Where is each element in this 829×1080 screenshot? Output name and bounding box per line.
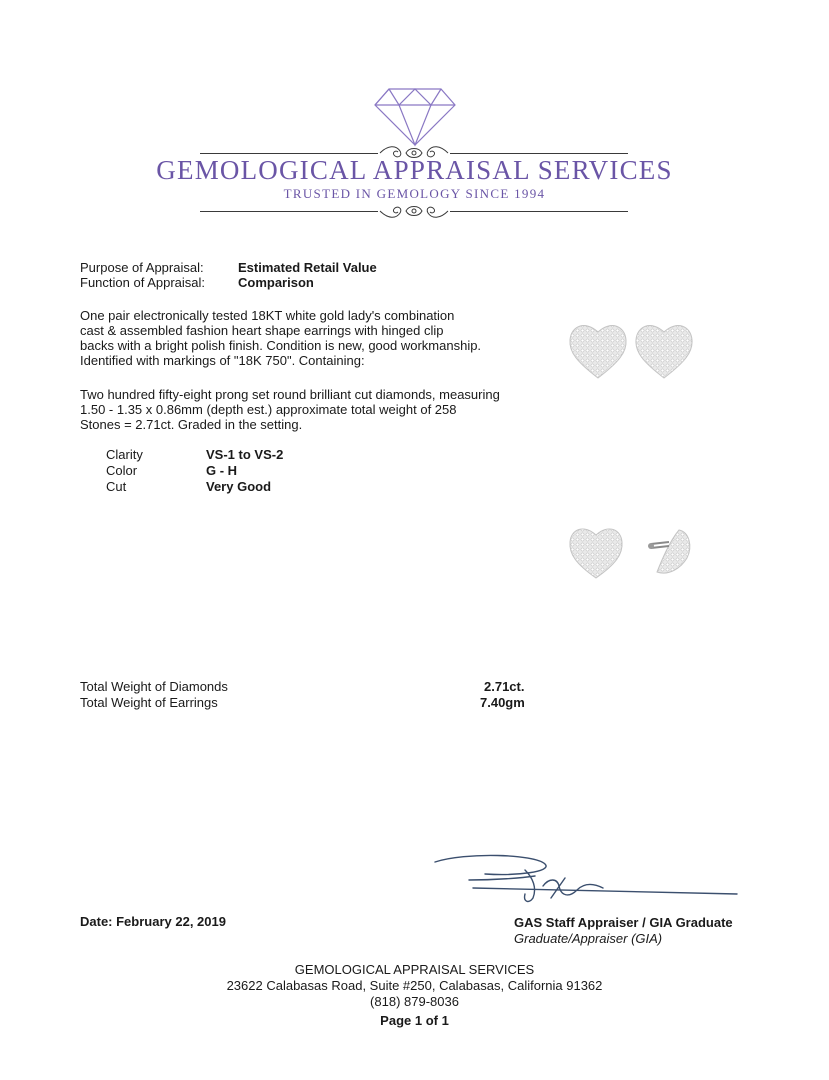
description-line: cast & assembled fashion heart shape earrings with hinged clip — [80, 323, 444, 338]
clarity-label: Clarity — [106, 447, 143, 462]
header-rule-top-left — [200, 153, 378, 154]
function-value: Comparison — [238, 275, 314, 290]
diamond-icon — [373, 87, 457, 147]
appraiser-credential: Graduate/Appraiser (GIA) — [514, 931, 663, 946]
color-label: Color — [106, 463, 138, 478]
clarity-value: VS-1 to VS-2 — [206, 447, 284, 462]
cut-value: Very Good — [206, 479, 272, 494]
handwritten-signature — [425, 848, 745, 912]
color-value: G - H — [206, 463, 238, 478]
earrings-front-photo — [565, 318, 697, 382]
stones-line: Stones = 2.71ct. Graded in the setting. — [80, 417, 303, 432]
footer-address: 23622 Calabasas Road, Suite #250, Calabasas, California 91362 — [226, 978, 603, 993]
item-description — [80, 308, 481, 368]
total-diamonds-value: 2.71ct. — [484, 679, 525, 694]
description-line: One pair electronically tested 18KT white gold lady's combination — [80, 308, 455, 323]
cut-label: Cut — [106, 479, 127, 494]
total-earrings-value: 7.40gm — [480, 695, 525, 710]
header-rule-bottom-right — [450, 211, 628, 212]
function-label: Function of Appraisal: — [80, 275, 206, 290]
stones-line: 1.50 - 1.35 x 0.86mm (depth est.) approximate total weight of 258 — [80, 402, 457, 417]
footer-company: GEMOLOGICAL APPRAISAL SERVICES — [294, 962, 535, 977]
stones-description — [80, 387, 500, 432]
footer-phone: (818) 879-8036 — [370, 994, 459, 1009]
header-rule-top-right — [450, 153, 628, 154]
brand-tagline: TRUSTED IN GEMOLOGY SINCE 1994 — [283, 186, 546, 201]
total-diamonds-label: Total Weight of Diamonds — [80, 679, 228, 694]
purpose-label: Purpose of Appraisal: — [80, 260, 204, 275]
description-line: Identified with markings of "18K 750". Containing: — [80, 353, 365, 368]
stones-line: Two hundred fifty-eight prong set round brilliant cut diamonds, measuring — [80, 387, 500, 402]
purpose-value: Estimated Retail Value — [238, 260, 377, 275]
total-earrings-label: Total Weight of Earrings — [80, 695, 218, 710]
earrings-side-photo — [565, 522, 697, 582]
header-rule-bottom-left — [200, 211, 378, 212]
scroll-ornament-icon — [378, 201, 450, 221]
appraiser-title: GAS Staff Appraiser / GIA Graduate — [514, 915, 733, 930]
page-number: Page 1 of 1 — [380, 1013, 449, 1028]
brand-name: GEMOLOGICAL APPRAISAL SERVICES — [156, 155, 673, 185]
description-line: backs with a bright polish finish. Condition is new, good workmanship. — [80, 338, 482, 353]
appraisal-date: Date: February 22, 2019 — [80, 914, 226, 929]
